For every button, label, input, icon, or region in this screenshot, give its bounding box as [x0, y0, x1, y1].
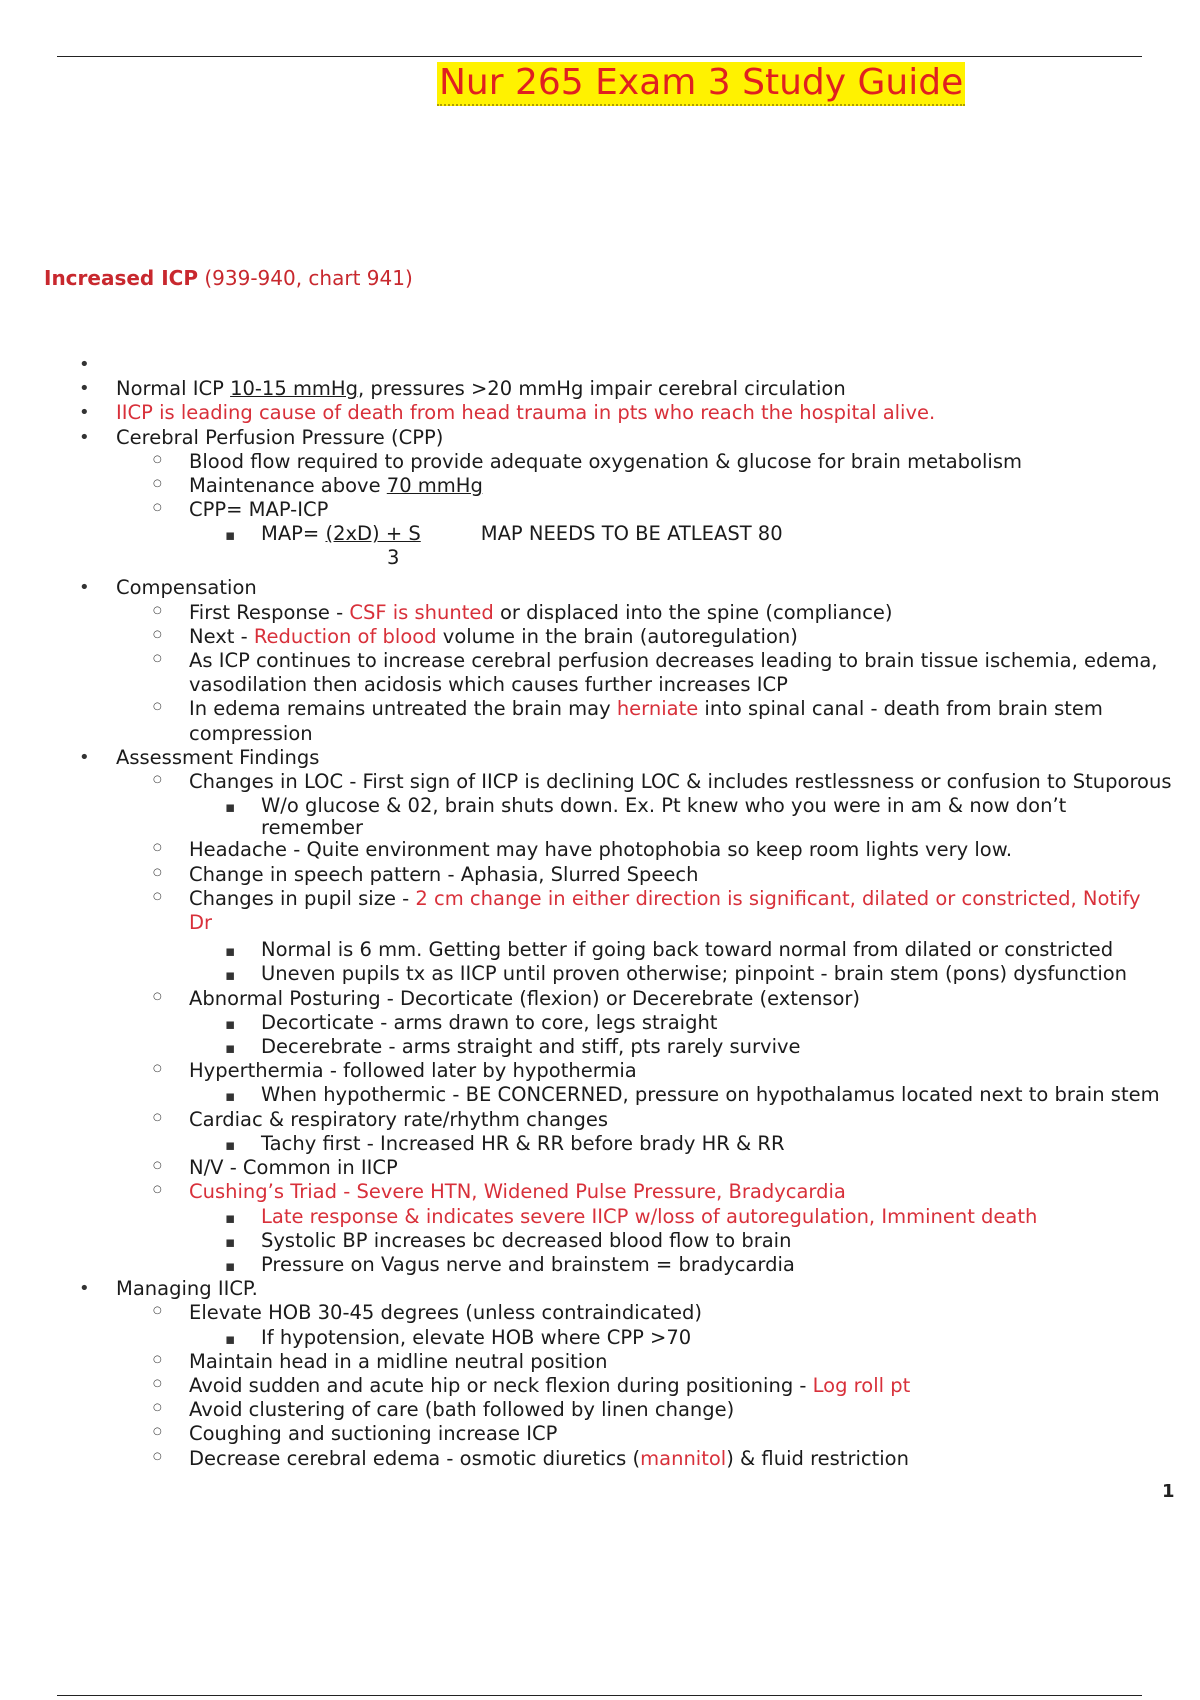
circle-bullet-icon: ○ [153, 502, 162, 514]
section-heading [44, 266, 413, 290]
item-text: Change in speech pattern - Aphasia, Slurred Speech [189, 862, 699, 886]
formula-denominator: 3 [387, 546, 400, 570]
list-item [0, 649, 1200, 673]
item-text-highlight: CSF is shunted [349, 600, 494, 624]
list-item [0, 1059, 1200, 1083]
item-text: volume in the brain (autoregulation) [436, 624, 798, 648]
list-item [0, 1253, 1200, 1277]
list-item [0, 353, 1200, 377]
item-text-highlight: Reduction of blood [253, 624, 437, 648]
item-text-highlight: Cushing’s Triad - Severe HTN, Widened Pulse Pressure, Bradycardia [189, 1180, 846, 1204]
list-item [0, 746, 1200, 770]
item-text: Normal ICP [116, 377, 231, 401]
page-number: 1 [1162, 1481, 1175, 1502]
item-text: Abnormal Posturing - Decorticate (flexion) or Decerebrate (extensor) [189, 986, 861, 1010]
item-text: Systolic BP increases bc decreased blood flow to brain [261, 1228, 792, 1252]
square-bullet-icon: ▪ [225, 1014, 236, 1033]
list-item [0, 601, 1200, 625]
list-item [0, 625, 1200, 649]
item-text: Headache - Quite environment may have photophobia so keep room lights very low. [189, 838, 1013, 862]
item-text-highlight: Log roll pt [812, 1373, 911, 1397]
item-text: MAP= [261, 522, 326, 546]
circle-bullet-icon: ○ [153, 1353, 162, 1365]
item-text: Decorticate - arms drawn to core, legs straight [261, 1010, 718, 1034]
list-item [0, 450, 1200, 474]
bullet-icon: • [79, 378, 90, 400]
circle-bullet-icon: ○ [153, 701, 162, 713]
item-text: MAP NEEDS TO BE ATLEAST 80 [480, 522, 783, 546]
square-bullet-icon: ▪ [225, 798, 236, 817]
list-item [0, 1301, 1200, 1325]
list-item [0, 1277, 1200, 1301]
item-text-highlight: 2 cm change in either direction is significant, dilated or constricted, Notify [415, 886, 1141, 910]
item-text-underlined: 70 mmHg [386, 474, 483, 498]
study-notes [0, 353, 1200, 1471]
item-continuation: compression [189, 721, 313, 745]
bullet-icon: • [79, 354, 90, 375]
item-text: N/V - Common in IICP [189, 1156, 398, 1180]
square-bullet-icon: ▪ [225, 1232, 236, 1251]
circle-bullet-icon: ○ [153, 1111, 162, 1123]
list-item [0, 938, 1200, 962]
list-item [0, 1011, 1200, 1035]
list-item [0, 474, 1200, 498]
item-continuation: remember [261, 816, 363, 840]
item-text: Avoid sudden and acute hip or neck flexion during positioning - [189, 1373, 813, 1397]
list-item [0, 1035, 1200, 1059]
square-bullet-icon: ▪ [225, 1087, 236, 1106]
item-text-underlined: 10-15 mmHg [230, 377, 358, 401]
item-text: Tachy first - Increased HR & RR before brady HR & RR [261, 1131, 785, 1155]
list-item [0, 1156, 1200, 1180]
list-item [0, 770, 1200, 794]
circle-bullet-icon: ○ [153, 990, 162, 1002]
item-text: First Response - [189, 600, 350, 624]
square-bullet-icon: ▪ [225, 966, 236, 985]
list-item [0, 887, 1200, 911]
section-heading-title: Increased ICP [44, 266, 198, 290]
list-item [0, 401, 1200, 425]
item-text: When hypothermic - BE CONCERNED, pressure on hypothalamus located next to brain stem [261, 1083, 1160, 1107]
list-item [0, 794, 1200, 818]
list-item [0, 498, 1200, 522]
item-text: Avoid clustering of care (bath followed by linen change) [189, 1398, 735, 1422]
page-title: Nur 265 Exam 3 Study Guide [437, 62, 965, 106]
square-bullet-icon: ▪ [225, 1329, 236, 1348]
circle-bullet-icon: ○ [153, 604, 162, 616]
item-text: As ICP continues to increase cerebral perfusion decreases leading to brain tissue ischemia, edema, [189, 649, 1158, 673]
bottom-rule [57, 1695, 1142, 1696]
list-item [0, 863, 1200, 887]
list-item [0, 1229, 1200, 1253]
item-text: Decrease cerebral edema - osmotic diuretics ( [189, 1446, 641, 1470]
list-item [0, 426, 1200, 450]
formula-numerator: (2xD) + S [325, 522, 421, 546]
bullet-icon: • [79, 1278, 90, 1300]
item-text: Managing IICP. [116, 1277, 258, 1301]
square-bullet-icon: ▪ [225, 942, 236, 961]
bullet-icon: • [79, 426, 90, 448]
circle-bullet-icon: ○ [153, 453, 162, 465]
item-text: ) & fluid restriction [726, 1446, 909, 1470]
top-rule [57, 56, 1142, 57]
item-text: Pressure on Vagus nerve and brainstem = bradycardia [261, 1252, 795, 1276]
circle-bullet-icon: ○ [153, 842, 162, 854]
item-continuation: Dr [189, 911, 213, 935]
item-text: Elevate HOB 30-45 degrees (unless contraindicated) [189, 1301, 702, 1325]
list-item [0, 1398, 1200, 1422]
item-text: Normal is 6 mm. Getting better if going back toward normal from dilated or constricted [261, 938, 1114, 962]
circle-bullet-icon: ○ [153, 1184, 162, 1196]
circle-bullet-icon: ○ [153, 1402, 162, 1414]
item-text: Decerebrate - arms straight and stiff, pts rarely survive [261, 1035, 801, 1059]
square-bullet-icon: ▪ [225, 1256, 236, 1275]
circle-bullet-icon: ○ [153, 774, 162, 786]
item-text-highlight: herniate [616, 697, 699, 721]
square-bullet-icon: ▪ [225, 526, 236, 545]
square-bullet-icon: ▪ [225, 1135, 236, 1154]
list-item [0, 1350, 1200, 1374]
circle-bullet-icon: ○ [153, 866, 162, 878]
list-item [0, 1447, 1200, 1471]
item-text-highlight: Late response & indicates severe IICP w/loss of autoregulation, Imminent death [261, 1204, 1038, 1228]
circle-bullet-icon: ○ [153, 1160, 162, 1172]
circle-bullet-icon: ○ [153, 628, 162, 640]
circle-bullet-icon: ○ [153, 478, 162, 490]
item-text: CPP= MAP-ICP [189, 498, 329, 522]
bullet-icon: • [79, 577, 90, 599]
list-item [0, 987, 1200, 1011]
item-text: W/o glucose & 02, brain shuts down. Ex. Pt knew who you were in am & now don’t [261, 794, 1067, 818]
circle-bullet-icon: ○ [153, 1305, 162, 1317]
item-text: In edema remains untreated the brain may [189, 697, 617, 721]
circle-bullet-icon: ○ [153, 1450, 162, 1462]
item-text: Cerebral Perfusion Pressure (CPP) [116, 425, 444, 449]
item-text: or displaced into the spine (compliance) [493, 600, 893, 624]
item-text: Next - [189, 624, 254, 648]
list-item [0, 1326, 1200, 1350]
item-text-highlight: mannitol [640, 1446, 727, 1470]
item-text: Blood flow required to provide adequate oxygenation & glucose for brain metabolism [189, 449, 1022, 473]
item-text: IICP is leading cause of death from head trauma in pts who reach the hospital alive. [116, 401, 936, 425]
list-item [0, 576, 1200, 600]
item-text: Assessment Findings [116, 745, 320, 769]
item-text: If hypotension, elevate HOB where CPP >70 [261, 1325, 692, 1349]
circle-bullet-icon: ○ [153, 890, 162, 902]
list-item [0, 1108, 1200, 1132]
list-item [0, 838, 1200, 862]
list-item [0, 377, 1200, 401]
list-item [0, 1132, 1200, 1156]
item-text: Changes in pupil size - [189, 886, 416, 910]
item-text: Coughing and suctioning increase ICP [189, 1422, 558, 1446]
circle-bullet-icon: ○ [153, 1063, 162, 1075]
item-text: into spinal canal - death from brain stem [698, 697, 1103, 721]
item-text: Changes in LOC - First sign of IICP is declining LOC & includes restlessness or confusion to Stuporous [189, 770, 1172, 794]
item-continuation: vasodilation then acidosis which causes further increases ICP [189, 673, 788, 697]
circle-bullet-icon: ○ [153, 1377, 162, 1389]
item-text: Hyperthermia - followed later by hypothermia [189, 1059, 637, 1083]
section-heading-ref: (939-940, chart 941) [204, 266, 413, 290]
item-text: Maintain head in a midline neutral position [189, 1349, 608, 1373]
list-item [0, 1205, 1200, 1229]
item-text: , pressures >20 mmHg impair cerebral circulation [357, 377, 846, 401]
circle-bullet-icon: ○ [153, 653, 162, 665]
square-bullet-icon: ▪ [225, 1208, 236, 1227]
list-item [0, 1083, 1200, 1107]
list-item [0, 522, 1200, 548]
item-text: Uneven pupils tx as IICP until proven otherwise; pinpoint - brain stem (pons) dysfunction [261, 962, 1128, 986]
item-text: Maintenance above [189, 474, 387, 498]
list-item [0, 697, 1200, 721]
bullet-icon: • [79, 746, 90, 768]
bullet-icon: • [79, 402, 90, 424]
item-text: Compensation [116, 576, 257, 600]
list-item [0, 1180, 1200, 1204]
square-bullet-icon: ▪ [225, 1039, 236, 1058]
list-item [0, 1374, 1200, 1398]
list-item [0, 1422, 1200, 1446]
circle-bullet-icon: ○ [153, 1426, 162, 1438]
list-item [0, 962, 1200, 986]
item-text: Cardiac & respiratory rate/rhythm changes [189, 1107, 609, 1131]
